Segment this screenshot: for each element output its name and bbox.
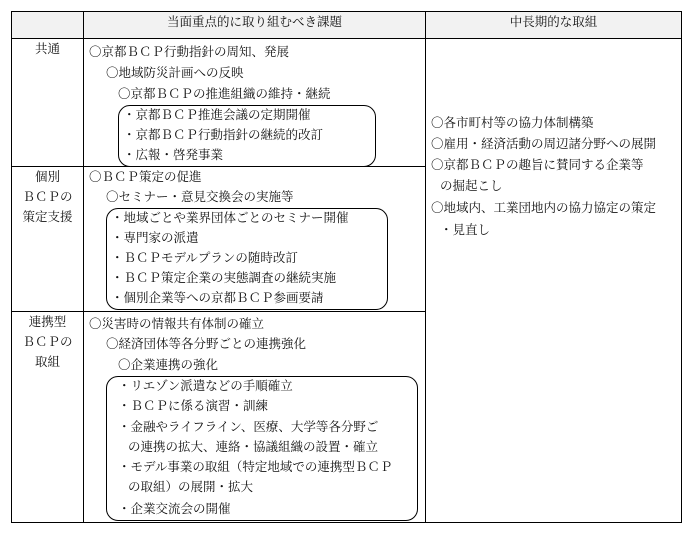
list-item: の掘起こし [440, 178, 503, 193]
list-item: 〇雇用・経済活動の周辺諸分野への展開 [431, 136, 657, 151]
list-item: ・ＢＣＰ策定企業の実態調査の継続実施 [111, 270, 337, 285]
row-label-collaborative [12, 312, 84, 523]
list-item: の取組）の展開・拡大 [128, 479, 254, 494]
list-item: 〇経済団体等各分野ごとの連携強化 [106, 336, 307, 351]
header-category [12, 12, 84, 39]
row-content-collaborative [84, 312, 426, 523]
list-item: ・ＢＣＰモデルプランの随時改訂 [111, 250, 298, 265]
header-longterm: 中長期的な取組 [426, 12, 682, 39]
list-item: ・京都ＢＣＰ推進会議の定期開催 [123, 107, 311, 122]
row-label-line: 個別 [34, 169, 60, 184]
list-item: ・専門家の派遣 [111, 230, 199, 245]
header-row [12, 12, 682, 39]
row-label-line: ＢＣＰの [22, 189, 73, 204]
header-priority: 当面重点的に取り組むべき課題 [84, 12, 426, 39]
list-item: ・広報・啓発事業 [123, 147, 224, 162]
list-item: 〇セミナー・意見交換会の実施等 [106, 189, 294, 204]
bcp-table [11, 11, 682, 523]
list-item: ・モデル事業の取組（特定地域での連携型ＢＣＰ [118, 459, 393, 474]
longterm-column [426, 39, 682, 523]
list-item: ・金融やライフライン、医療、大学等各分野ご [118, 419, 379, 434]
list-item: ・個別企業等への京都ＢＣＰ参画要請 [111, 290, 324, 305]
list-item: 〇企業連携の強化 [118, 357, 219, 372]
row-label-line: ＢＣＰの [22, 334, 73, 349]
list-item: 〇地域防災計画への反映 [106, 65, 244, 80]
list-item: 〇ＢＣＰ策定の促進 [89, 169, 202, 184]
list-item: 〇京都ＢＣＰの推進組織の維持・継続 [118, 86, 331, 101]
row-common [12, 39, 682, 167]
list-item: 〇京都ＢＣＰ行動指針の周知、発展 [89, 44, 290, 59]
row-label-line: 共通 [34, 41, 60, 56]
list-item: 〇地域内、工業団地内の協力協定の策定 [431, 200, 657, 215]
list-item: ・ＢＣＰに係る演習・訓練 [118, 398, 269, 413]
list-item: の連携の拡大、連絡・協議組織の設置・確立 [128, 439, 379, 454]
row-label-line: 取組 [34, 354, 60, 369]
list-item: 〇災害時の情報共有体制の確立 [89, 316, 265, 331]
row-label-individual [12, 167, 84, 312]
list-item: ・企業交流会の開催 [118, 501, 231, 516]
list-item: ・見直し [440, 222, 491, 237]
row-label-line: 策定支援 [22, 209, 73, 224]
list-item: ・京都ＢＣＰ行動指針の継続的改訂 [123, 127, 324, 142]
row-content-common [84, 39, 426, 167]
row-label-common [12, 39, 84, 167]
row-label-line: 連携型 [28, 314, 67, 329]
list-item: 〇京都ＢＣＰの趣旨に賛同する企業等 [431, 157, 644, 172]
list-item: ・リエゾン派遣などの手順確立 [118, 378, 293, 393]
list-item: 〇各市町村等の協力体制構築 [431, 115, 594, 130]
list-item: ・地域ごとや業界団体ごとのセミナー開催 [111, 210, 349, 225]
row-content-individual [84, 167, 426, 312]
